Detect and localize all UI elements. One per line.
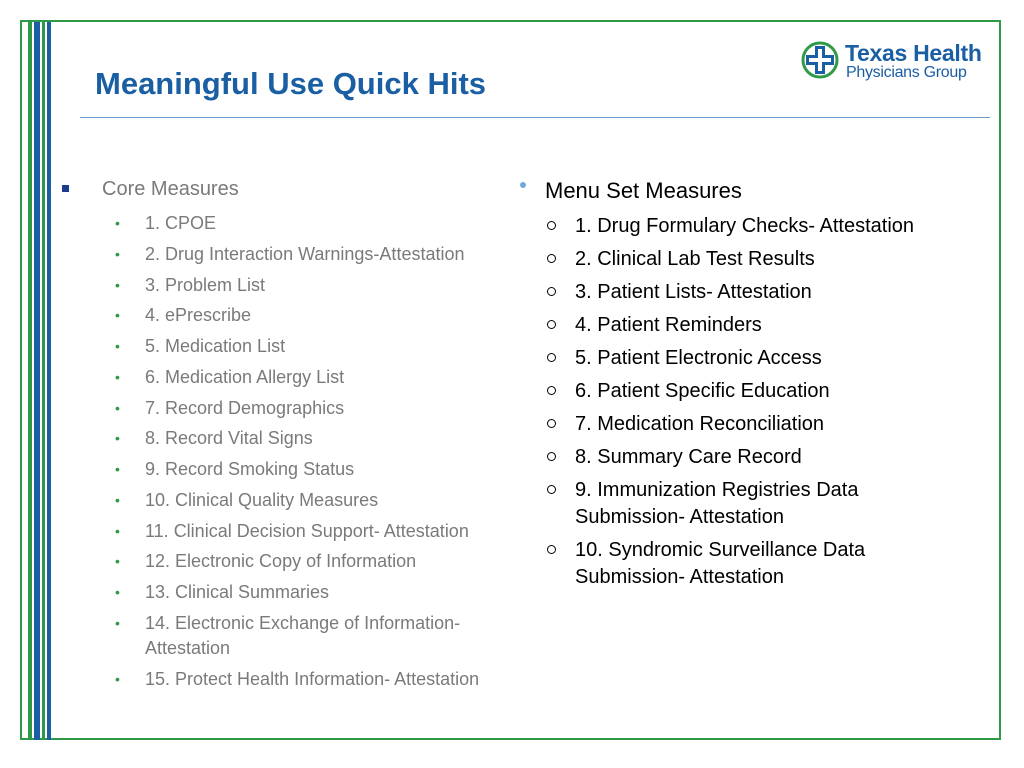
hollow-circle-bullet-icon [547, 452, 556, 461]
hollow-circle-bullet-icon [547, 485, 556, 494]
title-divider [80, 117, 990, 118]
round-bullet-icon [520, 182, 526, 188]
bullet-icon: • [115, 430, 120, 446]
list-item-label: Submission- Attestation [575, 566, 784, 588]
list-item-label: 6. Medication Allergy List [145, 367, 345, 387]
list-item-label: 13. Clinical Summaries [145, 582, 330, 602]
hollow-circle-bullet-icon [547, 320, 556, 329]
hollow-circle-bullet-icon [547, 287, 556, 296]
list-item-label: 4. ePrescribe [145, 305, 252, 325]
list-item-label: 2. Drug Interaction Warnings-Attestation [145, 244, 465, 264]
bullet-icon: • [115, 523, 120, 539]
hollow-circle-bullet-icon [547, 353, 556, 362]
stripe-blue-2 [47, 22, 51, 740]
bullet-icon: • [115, 615, 120, 631]
list-item-label: 1. CPOE [145, 213, 217, 233]
list-item-label: 10. Syndromic Surveillance Data [575, 539, 866, 561]
list-item-label: 11. Clinical Decision Support- Attestation [145, 521, 469, 541]
list-item-label: 6. Patient Specific Education [575, 380, 830, 402]
list-item-label: 10. Clinical Quality Measures [145, 490, 379, 510]
list-item-label: 4. Patient Reminders [575, 314, 762, 336]
hollow-circle-bullet-icon [547, 419, 556, 428]
bullet-icon: • [115, 246, 120, 262]
core-heading-label: Core Measures [102, 178, 239, 200]
list-item-label: 3. Problem List [145, 275, 266, 295]
stripe-green-1 [28, 22, 32, 740]
stripe-blue-1 [34, 22, 40, 740]
menu-heading-label: Menu Set Measures [545, 178, 742, 203]
bullet-icon: • [115, 492, 120, 508]
bullet-icon: • [115, 277, 120, 293]
logo-name: Texas Health [845, 40, 982, 66]
square-bullet-icon [62, 185, 69, 192]
list-item-label: Submission- Attestation [575, 506, 784, 528]
cross-in-circle-icon [800, 40, 840, 80]
hollow-circle-bullet-icon [547, 545, 556, 554]
hollow-circle-bullet-icon [547, 386, 556, 395]
logo-subtitle: Physicians Group [846, 64, 967, 81]
list-item-label: Attestation [145, 638, 231, 658]
bullet-icon: • [115, 584, 120, 600]
list-item-label: 1. Drug Formulary Checks- Attestation [575, 215, 915, 237]
hollow-circle-bullet-icon [547, 221, 556, 230]
bullet-icon: • [115, 338, 120, 354]
list-item-label: 7. Medication Reconciliation [575, 413, 825, 435]
bullet-icon: • [115, 553, 120, 569]
bullet-icon: • [115, 671, 120, 687]
bullet-icon: • [115, 307, 120, 323]
list-item-label: 12. Electronic Copy of Information [145, 551, 417, 571]
list-item-label: 5. Medication List [145, 336, 286, 356]
bullet-icon: • [115, 461, 120, 477]
list-item-label: 5. Patient Electronic Access [575, 347, 822, 369]
list-item-label: 8. Record Vital Signs [145, 428, 313, 448]
bullet-icon: • [115, 369, 120, 385]
list-item-label: 15. Protect Health Information- Attestation [145, 669, 480, 689]
list-item-label: 8. Summary Care Record [575, 446, 802, 468]
bullet-icon: • [115, 400, 120, 416]
list-item-label: 9. Immunization Registries Data [575, 479, 859, 501]
list-item-label: 7. Record Demographics [145, 398, 345, 418]
list-item-label: 3. Patient Lists- Attestation [575, 281, 812, 303]
list-item-label: 2. Clinical Lab Test Results [575, 248, 815, 270]
hollow-circle-bullet-icon [547, 254, 556, 263]
list-item-label: 14. Electronic Exchange of Information- [145, 613, 461, 633]
bullet-icon: • [115, 215, 120, 231]
list-item-label: 9. Record Smoking Status [145, 459, 355, 479]
page-title: Meaningful Use Quick Hits [95, 66, 487, 101]
stripe-green-2 [42, 22, 45, 740]
